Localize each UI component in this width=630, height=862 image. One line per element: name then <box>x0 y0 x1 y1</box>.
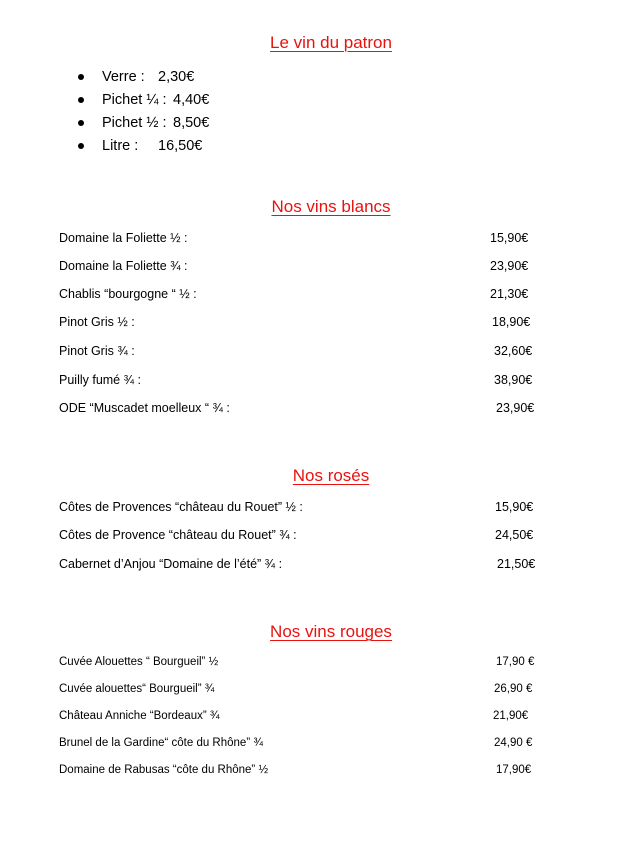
wine-price: 38,90€ <box>494 373 533 387</box>
wine-name: Domaine de Rabusas “côte du Rhône” ½ <box>59 764 269 776</box>
table-row <box>59 526 559 544</box>
table-row <box>59 498 559 516</box>
bullet-icon <box>78 74 84 80</box>
wine-name: Côtes de Provence “château du Rouet” ¾ : <box>59 528 297 542</box>
wine-price: 24,50€ <box>495 528 534 542</box>
wine-name: Côtes de Provences “château du Rouet” ½ : <box>59 500 303 514</box>
wine-price: 17,90 € <box>496 656 535 668</box>
wine-price: 15,90€ <box>490 231 529 245</box>
patron-item-price: 4,40€ <box>173 92 210 108</box>
bullet-icon <box>78 143 84 149</box>
table-row <box>59 257 559 275</box>
wine-price: 21,50€ <box>497 557 536 571</box>
wine-name: Cuvée Alouettes “ Bourgueil” ½ <box>59 656 219 668</box>
wine-price: 23,90€ <box>490 259 529 273</box>
wine-price: 21,90€ <box>493 710 529 722</box>
wine-price: 17,90€ <box>496 764 532 776</box>
table-row <box>59 371 559 389</box>
wine-name: Cuvée alouettes“ Bourgueil” ¾ <box>59 683 215 695</box>
wine-name: Puilly fumé ¾ : <box>59 373 141 387</box>
patron-item-label: Verre : <box>102 69 145 85</box>
wine-price: 23,90€ <box>496 401 535 415</box>
wine-price: 15,90€ <box>495 500 534 514</box>
patron-item-label: Pichet ¼ : <box>102 92 167 108</box>
table-row <box>59 229 559 247</box>
wine-name: Chablis “bourgogne “ ½ : <box>59 287 197 301</box>
wine-name: Château Anniche “Bordeaux” ¾ <box>59 710 220 722</box>
table-row <box>59 734 559 752</box>
section-title-rouges: Nos vins rouges <box>270 622 392 641</box>
patron-item-label: Litre : <box>102 138 139 154</box>
wine-name: Pinot Gris ½ : <box>59 315 135 329</box>
bullet-icon <box>78 97 84 103</box>
table-row <box>59 653 559 671</box>
table-row <box>59 399 559 417</box>
patron-item-label: Pichet ½ : <box>102 115 167 131</box>
wine-price: 26,90 € <box>494 683 533 695</box>
table-row <box>59 555 559 573</box>
section-title-blancs: Nos vins blancs <box>271 197 391 216</box>
section-title-patron: Le vin du patron <box>270 33 392 52</box>
table-row <box>59 707 559 725</box>
wine-price: 18,90€ <box>492 315 531 329</box>
wine-price: 24,90 € <box>494 737 533 749</box>
wine-name: Domaine la Foliette ½ : <box>59 231 188 245</box>
table-row <box>59 761 559 779</box>
wine-name: Cabernet d’Anjou “Domaine de l’été” ¾ : <box>59 557 283 571</box>
patron-item-price: 16,50€ <box>158 138 203 154</box>
table-row <box>59 313 559 331</box>
patron-item-price: 8,50€ <box>173 115 210 131</box>
wine-price: 21,30€ <box>490 287 529 301</box>
wine-name: Pinot Gris ¾ : <box>59 344 135 358</box>
table-row <box>59 342 559 360</box>
wine-name: ODE “Muscadet moelleux “ ¾ : <box>59 401 230 415</box>
table-row <box>59 680 559 698</box>
patron-item-price: 2,30€ <box>158 69 195 85</box>
wine-price: 32,60€ <box>494 344 533 358</box>
table-row <box>59 285 559 303</box>
wine-name: Domaine la Foliette ¾ : <box>59 259 188 273</box>
bullet-icon <box>78 120 84 126</box>
section-title-roses: Nos rosés <box>292 466 370 485</box>
wine-name: Brunel de la Gardine“ côte du Rhône” ¾ <box>59 737 263 749</box>
